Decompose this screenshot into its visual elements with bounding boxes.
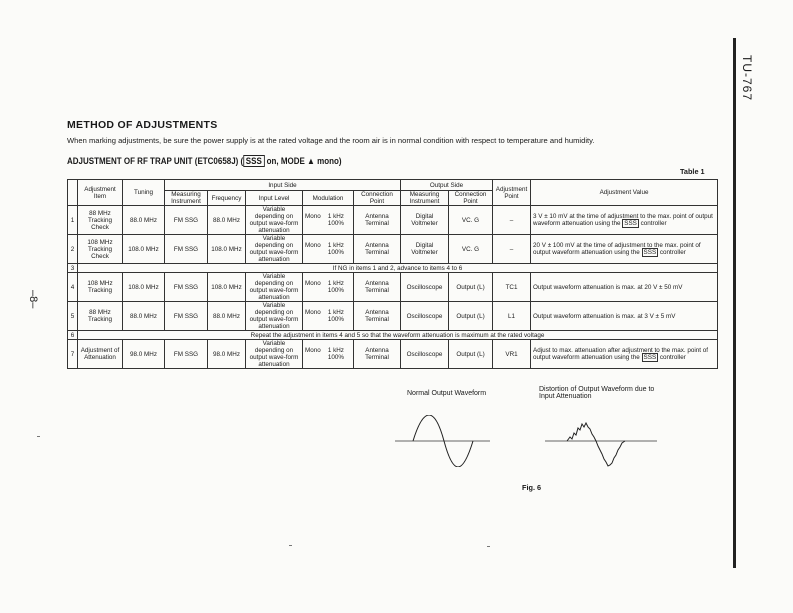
cell-modulation (303, 235, 354, 264)
sss-box: SSS (643, 354, 657, 361)
row-number: 6 (68, 331, 78, 340)
cell-instrument: FM SSG (165, 206, 208, 235)
modulation-value: 1 kHz 100% (327, 309, 344, 323)
row-number: 1 (68, 206, 78, 235)
distortion-waveform-label: Distortion of Output Waveform due to Input Attenuation (539, 386, 655, 400)
header-measuring: Measuring Instrument (165, 191, 208, 206)
cell-tuning: 88.0 MHz (123, 302, 165, 331)
cell-measuring-out: Oscilloscope (401, 273, 449, 302)
adj-value-text: 3 V ± 10 mV at the time of adjustment to the max. point of output waveform attenuation using the (533, 213, 713, 227)
cell-frequency: 108.0 MHz (208, 235, 246, 264)
cell-item: Adjustment of Attenuation (78, 340, 123, 369)
table-row (68, 206, 718, 235)
page-number: –8– (27, 290, 39, 309)
header-input-side: Input Side (165, 180, 401, 191)
sss-box: SSS (624, 220, 637, 227)
modulation-mode: Mono (305, 213, 321, 220)
cell-connection: Antenna Terminal (354, 206, 401, 235)
cell-frequency: 88.0 MHz (208, 302, 246, 331)
header-measuring-out: Measuring Instrument (401, 191, 449, 206)
row-number: 4 (68, 273, 78, 302)
binding-spine-bar (733, 38, 736, 568)
cell-input-level: Variable depending on output wave-form attenuation (246, 206, 303, 235)
header-input-level: Input Level (246, 191, 303, 206)
scan-speck (37, 436, 40, 437)
subtitle-prefix: ADJUSTMENT OF RF TRAP UNIT (ETC0658J) ( (67, 156, 244, 166)
cell-connection: Antenna Terminal (354, 340, 401, 369)
cell-adj-point: – (493, 206, 531, 235)
row-number: 2 (68, 235, 78, 264)
cell-input-level: Variable depending on output wave-form attenuation (246, 302, 303, 331)
cell-frequency: 88.0 MHz (208, 206, 246, 235)
cell-adj-point: L1 (493, 302, 531, 331)
cell-adj-value (531, 235, 718, 264)
adj-value-text: Adjust to max. attenuation after adjustment to the max. point of output waveform attenuation using the (533, 347, 709, 361)
section-subtitle (67, 156, 342, 166)
intro-text: When marking adjustments, be sure the power supply is at the rated voltage and the room air is in normal condition with respect to temperature and humidity. (67, 136, 595, 145)
sss-box: SSS (243, 155, 264, 167)
cell-measuring-out: Digital Voltmeter (401, 235, 449, 264)
mono-arrow-icon: ▲ (307, 156, 315, 166)
cell-connection-out: VC. G (449, 206, 493, 235)
cell-connection: Antenna Terminal (354, 273, 401, 302)
distortion-waveform (545, 415, 657, 467)
adj-value-suffix: controller (638, 220, 667, 227)
table-row (68, 340, 718, 369)
cell-modulation (303, 302, 354, 331)
header-no (68, 180, 78, 206)
normal-waveform (395, 415, 490, 467)
row-note: Repeat the adjustment in items 4 and 5 so that the waveform attenuation is maximum at the rated voltage (78, 331, 718, 340)
table-label: Table 1 (680, 167, 705, 176)
cell-item: 88 MHz Tracking Check (78, 206, 123, 235)
cell-connection-out: VC. G (449, 235, 493, 264)
cell-modulation (303, 340, 354, 369)
cell-tuning: 108.0 MHz (123, 273, 165, 302)
cell-measuring-out: Digital Voltmeter (401, 206, 449, 235)
cell-frequency: 108.0 MHz (208, 273, 246, 302)
cell-item: 88 MHz Tracking (78, 302, 123, 331)
cell-modulation (303, 273, 354, 302)
cell-measuring-out: Oscilloscope (401, 302, 449, 331)
adj-value-suffix: controller (658, 354, 686, 361)
cell-adj-value (531, 206, 718, 235)
subtitle-mono: mono) (314, 156, 342, 166)
cell-tuning: 108.0 MHz (123, 235, 165, 264)
figure-label: Fig. 6 (522, 483, 542, 492)
cell-adj-value (531, 302, 718, 331)
modulation-mode: Mono (305, 347, 321, 354)
sss-box: SSS (643, 249, 657, 256)
adjustment-table (67, 179, 718, 369)
cell-adj-value (531, 340, 718, 369)
row-number: 5 (68, 302, 78, 331)
header-modulation: Modulation (303, 191, 354, 206)
cell-instrument: FM SSG (165, 302, 208, 331)
header-adj-value: Adjustment Value (531, 180, 718, 206)
cell-connection-out: Output (L) (449, 340, 493, 369)
table-note-row (68, 264, 718, 273)
adj-value-suffix: controller (658, 249, 686, 256)
cell-frequency: 98.0 MHz (208, 340, 246, 369)
table-row (68, 273, 718, 302)
row-note: If NG in items 1 and 2, advance to items 4 to 6 (78, 264, 718, 273)
subtitle-mode: on, MODE (264, 156, 308, 166)
cell-connection: Antenna Terminal (354, 235, 401, 264)
header-connection-out: Connection Point (449, 191, 493, 206)
cell-input-level: Variable depending on output wave-form attenuation (246, 273, 303, 302)
modulation-value: 1 kHz 100% (327, 213, 344, 227)
header-item: Adjustment Item (78, 180, 123, 206)
cell-measuring-out: Oscilloscope (401, 340, 449, 369)
modulation-mode: Mono (305, 280, 321, 287)
header-tuning: Tuning (123, 180, 165, 206)
cell-input-level: Variable depending on output wave-form attenuation (246, 340, 303, 369)
cell-item: 108 MHz Tracking Check (78, 235, 123, 264)
cell-instrument: FM SSG (165, 235, 208, 264)
cell-tuning: 98.0 MHz (123, 340, 165, 369)
normal-waveform-label: Normal Output Waveform (407, 390, 487, 397)
cell-adj-value (531, 273, 718, 302)
cell-tuning: 88.0 MHz (123, 206, 165, 235)
adj-value-text: Output waveform attenuation is max. at 3 V ± 5 mV (533, 312, 676, 320)
cell-connection-out: Output (L) (449, 302, 493, 331)
row-number: 3 (68, 264, 78, 273)
distortion-waveform-curve (567, 423, 625, 466)
table-note-row (68, 331, 718, 340)
cell-item: 108 MHz Tracking (78, 273, 123, 302)
cell-instrument: FM SSG (165, 273, 208, 302)
cell-input-level: Variable depending on output wave-form attenuation (246, 235, 303, 264)
cell-instrument: FM SSG (165, 340, 208, 369)
cell-adj-point: VR1 (493, 340, 531, 369)
model-code: TU-767 (740, 55, 754, 102)
cell-adj-point: – (493, 235, 531, 264)
row-number: 7 (68, 340, 78, 369)
page-title: METHOD OF ADJUSTMENTS (67, 119, 218, 131)
header-frequency: Frequency (208, 191, 246, 206)
modulation-value: 1 kHz 100% (327, 347, 344, 361)
cell-connection-out: Output (L) (449, 273, 493, 302)
modulation-mode: Mono (305, 309, 321, 316)
header-connection: Connection Point (354, 191, 401, 206)
adj-value-text: 20 V ± 100 mV at the time of adjustment to the max. point of output waveform attenuation using the (533, 242, 701, 256)
adj-value-text: Output waveform attenuation is max. at 20 V ± 50 mV (533, 283, 683, 291)
scan-speck (289, 545, 292, 546)
modulation-value: 1 kHz 100% (327, 280, 344, 294)
table-row (68, 235, 718, 264)
cell-adj-point: TC1 (493, 273, 531, 302)
scan-speck (487, 546, 490, 547)
header-output-side: Output Side (401, 180, 493, 191)
table-row (68, 302, 718, 331)
cell-modulation (303, 206, 354, 235)
modulation-mode: Mono (305, 242, 321, 249)
modulation-value: 1 kHz 100% (327, 242, 344, 256)
cell-connection: Antenna Terminal (354, 302, 401, 331)
header-adj-point: Adjustment Point (493, 180, 531, 206)
